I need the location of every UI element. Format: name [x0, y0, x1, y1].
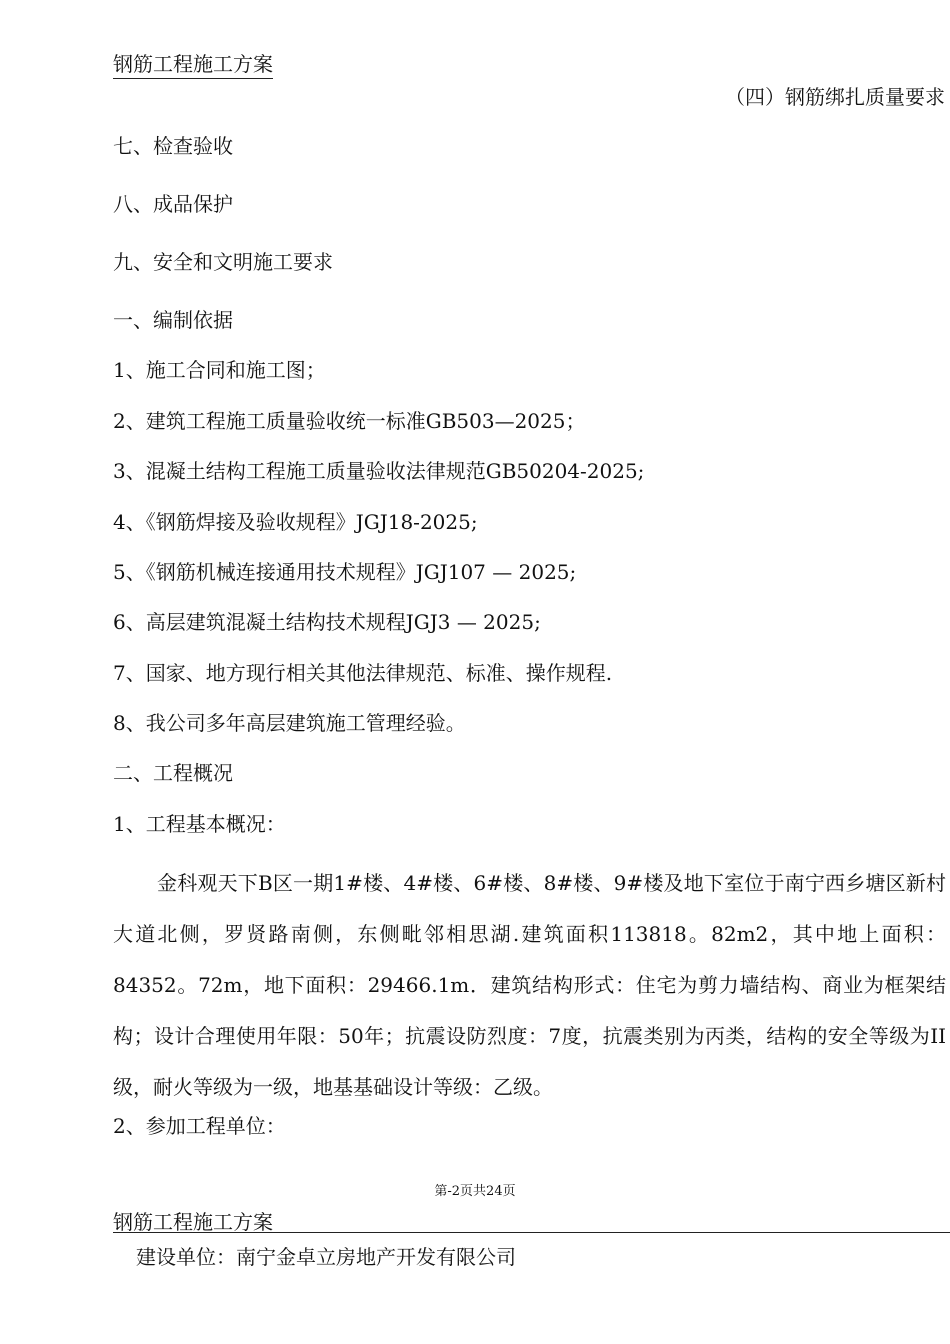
toc-item-inspection: 七、检查验收 — [113, 134, 233, 158]
header-divider — [113, 1232, 950, 1233]
page-header-title: 钢筋工程施工方案 — [113, 50, 273, 79]
overview-subheading-participants: 2、参加工程单位： — [113, 1114, 286, 1138]
basis-item-3: 3、混凝土结构工程施工质量验收法律规范GB50204-2025; — [113, 459, 645, 483]
basis-item-5: 5、《钢筋机械连接通用技术规程》JGJ107 — 2025; — [113, 560, 577, 584]
owner-unit-line: 建设单位：南宁金卓立房地产开发有限公司 — [136, 1245, 516, 1269]
overview-subheading-basic: 1、工程基本概况： — [113, 812, 286, 836]
section-heading-basis: 一、编制依据 — [113, 308, 233, 332]
basis-item-2: 2、建筑工程施工质量验收统一标准GB503—2025； — [113, 409, 586, 433]
basis-item-6: 6、高层建筑混凝土结构技术规程JGJ3 — 2025; — [113, 610, 541, 634]
toc-item-rebar-binding-quality: （四）钢筋绑扎质量要求 — [725, 85, 945, 109]
page-footer: 第-2页共24页 — [434, 1184, 516, 1199]
section-heading-overview: 二、工程概况 — [113, 761, 233, 785]
next-page-header-title: 钢筋工程施工方案 — [113, 1210, 273, 1234]
basis-item-7: 7、国家、地方现行相关其他法律规范、标准、操作规程. — [113, 661, 613, 685]
toc-item-product-protection: 八、成品保护 — [113, 192, 233, 216]
basis-item-8: 8、我公司多年高层建筑施工管理经验。 — [113, 711, 466, 735]
overview-paragraph: 金科观天下B区一期1#楼、4#楼、6#楼、8#楼、9#楼及地下室位于南宁西乡塘区新村大道北侧，罗贤路南侧，东侧毗邻相思湖.建筑面积113818。82m2，其中地上面积：84352。72m，地下面积：29466.1m．建筑结构形式：住宅为剪力墙结构、商业为框架结构；设计合理使用年限：50年；抗震设防烈度：7度，抗震类别为丙类，结构的安全等级为II级，耐火等级为一级，地基基础设计等级：乙级。 — [113, 871, 946, 1099]
basis-item-1: 1、施工合同和施工图； — [113, 358, 326, 382]
basis-item-4: 4、《钢筋焊接及验收规程》JGJ18-2025; — [113, 510, 478, 534]
toc-item-safety-requirements: 九、安全和文明施工要求 — [113, 250, 333, 274]
